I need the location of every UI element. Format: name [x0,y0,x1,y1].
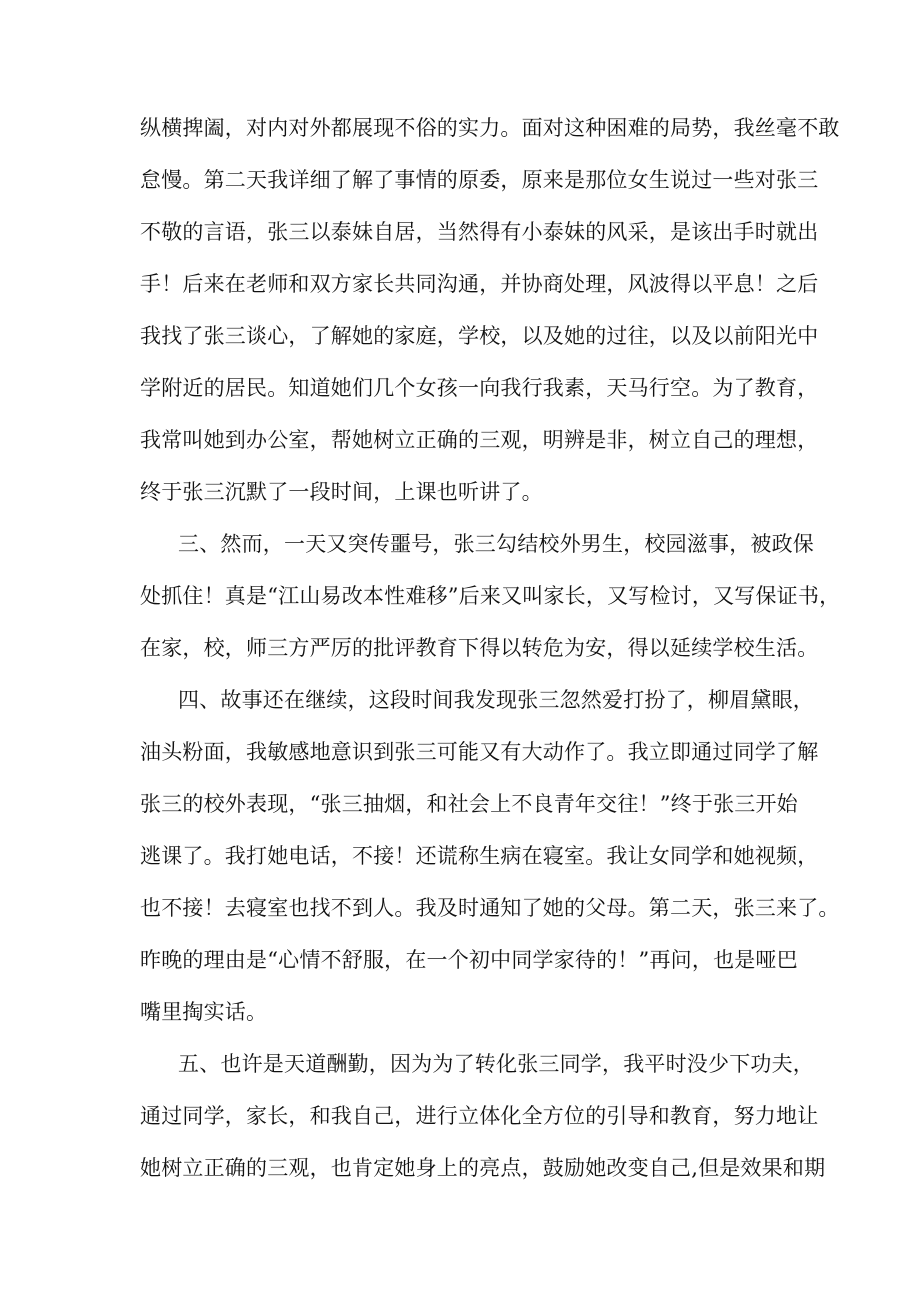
paragraph-1-line-2: 怠慢。第二天我详细了解了事情的原委，原来是那位女生说过一些对张三 [140,168,819,192]
paragraph-1-line-7: 我常叫她到办公室，帮她树立正确的三观，明辨是非，树立自己的理想， [140,428,819,452]
paragraph-1-line-6: 学附近的居民。知道她们几个女孩一向我行我素，天马行空。为了教育， [140,376,819,400]
paragraph-1-line-5: 我找了张三谈心，了解她的家庭，学校，以及她的过往，以及以前阳光中 [140,324,819,348]
paragraph-3-line-1: 四、故事还在继续，这段时间我发现张三忽然爱打扮了，柳眉黛眼， [178,688,814,712]
paragraph-2-line-2: 处抓住！真是“江山易改本性难移”后来又叫家长，又写检讨，又写保证书， [140,584,841,608]
paragraph-3-line-6: 昨晚的理由是“心情不舒服，在一个初中同学家待的！”再问，也是哑巴 [140,948,798,972]
paragraph-2-line-1: 三、然而，一天又突传噩号，张三勾结校外男生，校园滋事，被政保 [178,532,814,556]
paragraph-1-line-8: 终于张三沉默了一段时间，上课也听讲了。 [140,480,543,504]
paragraph-3-line-4: 逃课了。我打她电话，不接！还谎称生病在寝室。我让女同学和她视频， [140,844,819,868]
paragraph-3-line-2: 油头粉面，我敏感地意识到张三可能又有大动作了。我立即通过同学了解 [140,740,819,764]
paragraph-1-line-4: 手！后来在老师和双方家长共同沟通，并协商处理，风波得以平息！之后 [140,272,819,296]
paragraph-3-line-3: 张三的校外表现，“张三抽烟，和社会上不良青年交往！”终于张三开始 [140,792,798,816]
paragraph-1-line-3: 不敬的言语，张三以泰妹自居，当然得有小泰妹的风采，是该出手时就出 [140,220,819,244]
paragraph-4-line-3: 她树立正确的三观，也肯定她身上的亮点，鼓励她改变自己,但是效果和期 [140,1156,826,1180]
paragraph-1-line-1: 纵横捭阖，对内对外都展现不俗的实力。面对这种困难的局势，我丝毫不敢 [140,116,840,140]
paragraph-4-line-2: 通过同学，家长，和我自己，进行立体化全方位的引导和教育，努力地让 [140,1104,819,1128]
paragraph-3-line-7: 嘴里掏实话。 [140,1000,268,1024]
paragraph-3-line-5: 也不接！去寝室也找不到人。我及时通知了她的父母。第二天，张三来了。 [140,896,840,920]
paragraph-2-line-3: 在家，校，师三方严厉的批评教育下得以转危为安，得以延续学校生活。 [140,636,819,660]
paragraph-4-line-1: 五、也许是天道酬勤，因为为了转化张三同学，我平时没少下功夫， [178,1052,814,1076]
